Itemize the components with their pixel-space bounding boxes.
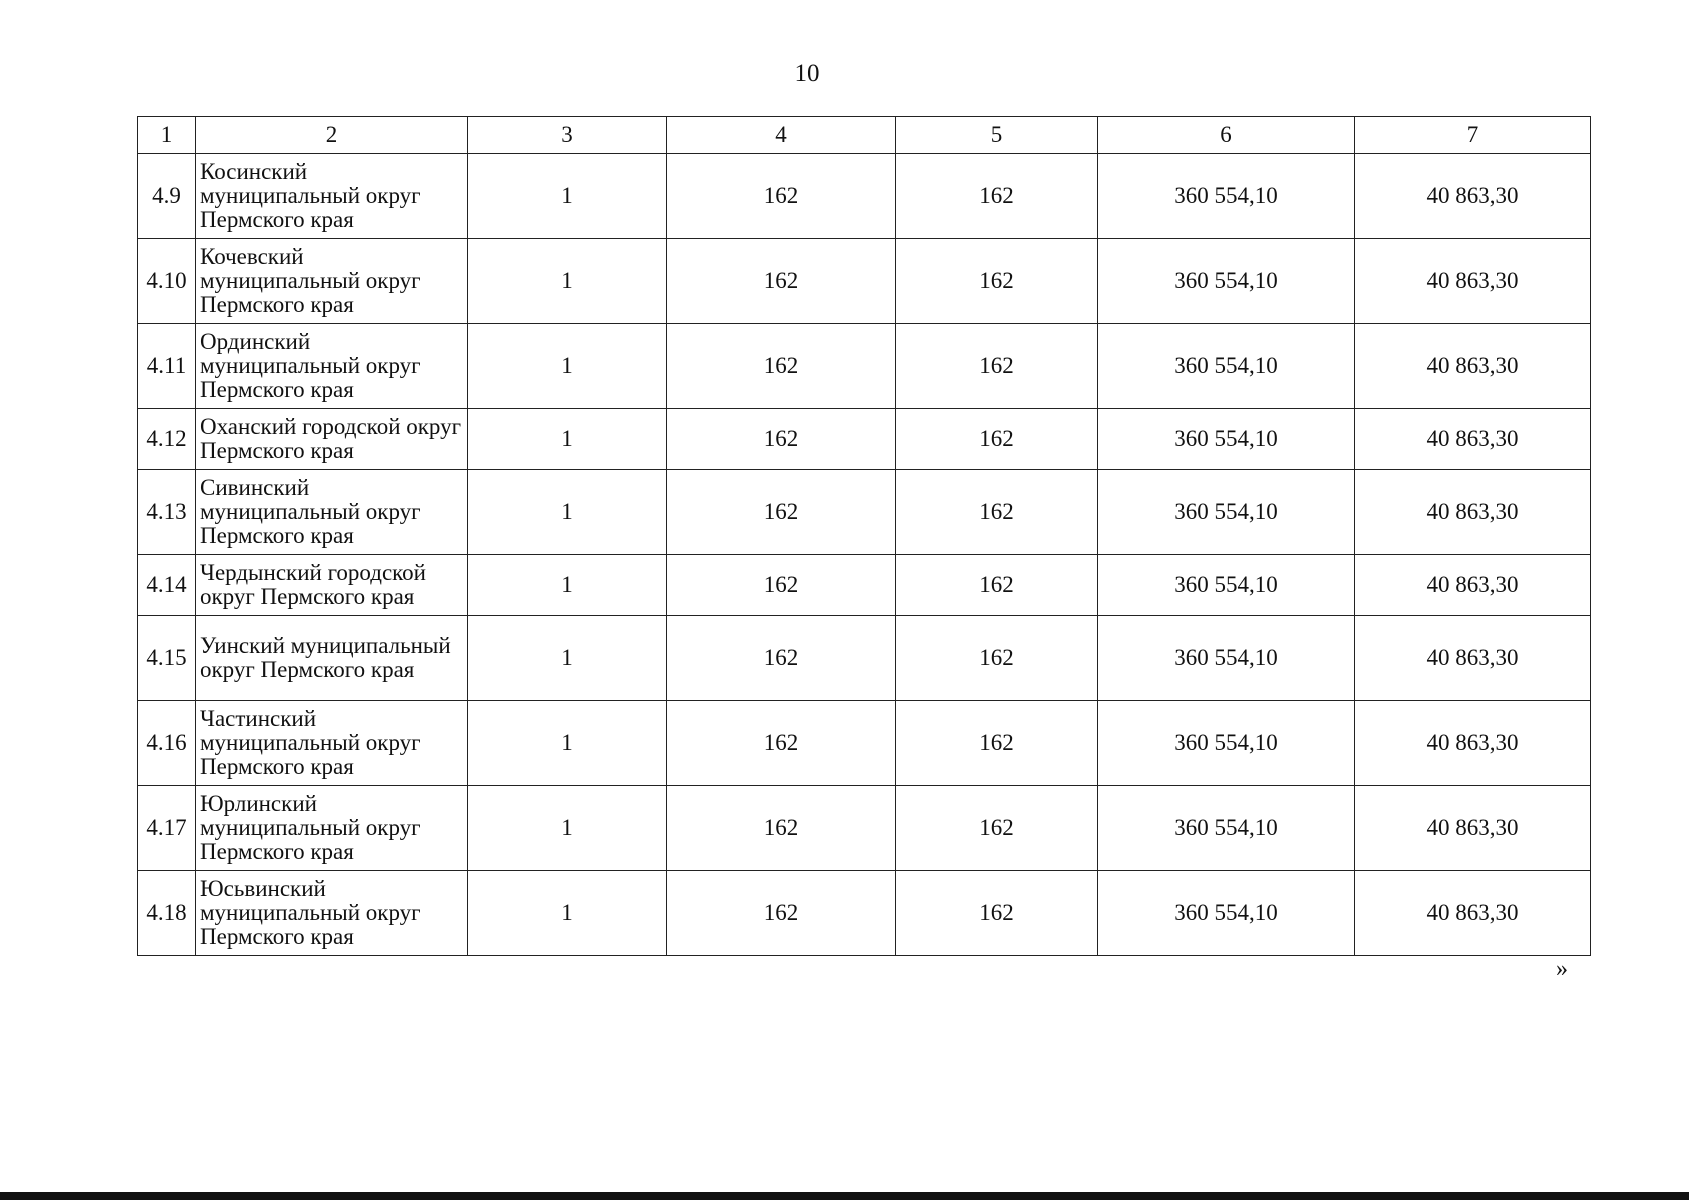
cell-col-7: 40 863,30 [1355, 470, 1591, 555]
cell-col-7: 40 863,30 [1355, 409, 1591, 470]
row-number: 4.14 [138, 555, 196, 616]
cell-col-5: 162 [896, 616, 1098, 701]
cell-col-5: 162 [896, 324, 1098, 409]
table-header-row [138, 117, 1591, 154]
table-row [138, 409, 1591, 470]
column-header-4: 4 [667, 117, 896, 154]
municipality-name: Сивинский муниципальный округ Пермского края [196, 470, 468, 555]
cell-col-3: 1 [468, 409, 667, 470]
row-number: 4.15 [138, 616, 196, 701]
data-table [137, 116, 1591, 956]
cell-col-6: 360 554,10 [1098, 409, 1355, 470]
row-number: 4.10 [138, 239, 196, 324]
municipality-name: Юсьвинский муниципальный округ Пермского края [196, 871, 468, 956]
cell-col-4: 162 [667, 701, 896, 786]
column-header-3: 3 [468, 117, 667, 154]
municipality-name: Чердынский городской округ Пермского края [196, 555, 468, 616]
table-row [138, 871, 1591, 956]
cell-col-6: 360 554,10 [1098, 239, 1355, 324]
municipality-name: Кочевский муниципальный округ Пермского края [196, 239, 468, 324]
table-row [138, 555, 1591, 616]
cell-col-7: 40 863,30 [1355, 239, 1591, 324]
cell-col-7: 40 863,30 [1355, 701, 1591, 786]
municipality-name: Частинский муниципальный округ Пермского края [196, 701, 468, 786]
table-row [138, 324, 1591, 409]
cell-col-5: 162 [896, 239, 1098, 324]
cell-col-3: 1 [468, 786, 667, 871]
cell-col-6: 360 554,10 [1098, 555, 1355, 616]
cell-col-4: 162 [667, 239, 896, 324]
cell-col-6: 360 554,10 [1098, 871, 1355, 956]
row-number: 4.11 [138, 324, 196, 409]
cell-col-4: 162 [667, 154, 896, 239]
cell-col-6: 360 554,10 [1098, 786, 1355, 871]
page-number: 10 [794, 60, 820, 87]
cell-col-6: 360 554,10 [1098, 616, 1355, 701]
cell-col-7: 40 863,30 [1355, 555, 1591, 616]
cell-col-3: 1 [468, 871, 667, 956]
cell-col-6: 360 554,10 [1098, 324, 1355, 409]
row-number: 4.12 [138, 409, 196, 470]
cell-col-5: 162 [896, 701, 1098, 786]
municipality-name: Юрлинский муниципальный округ Пермского края [196, 786, 468, 871]
table-row [138, 616, 1591, 701]
cell-col-7: 40 863,30 [1355, 786, 1591, 871]
cell-col-4: 162 [667, 470, 896, 555]
cell-col-3: 1 [468, 555, 667, 616]
column-header-6: 6 [1098, 117, 1355, 154]
column-header-2: 2 [196, 117, 468, 154]
cell-col-4: 162 [667, 616, 896, 701]
scan-bottom-edge [0, 1192, 1689, 1200]
cell-col-3: 1 [468, 701, 667, 786]
municipality-name: Ординский муниципальный округ Пермского края [196, 324, 468, 409]
continuation-mark: » [1556, 956, 1568, 982]
table-row [138, 470, 1591, 555]
cell-col-3: 1 [468, 616, 667, 701]
cell-col-5: 162 [896, 154, 1098, 239]
row-number: 4.13 [138, 470, 196, 555]
cell-col-4: 162 [667, 871, 896, 956]
table-row [138, 154, 1591, 239]
row-number: 4.16 [138, 701, 196, 786]
municipality-name: Косинский муниципальный округ Пермского края [196, 154, 468, 239]
cell-col-5: 162 [896, 871, 1098, 956]
cell-col-5: 162 [896, 470, 1098, 555]
row-number: 4.18 [138, 871, 196, 956]
cell-col-4: 162 [667, 786, 896, 871]
cell-col-3: 1 [468, 154, 667, 239]
cell-col-3: 1 [468, 324, 667, 409]
column-header-7: 7 [1355, 117, 1591, 154]
cell-col-3: 1 [468, 239, 667, 324]
row-number: 4.9 [138, 154, 196, 239]
cell-col-4: 162 [667, 555, 896, 616]
cell-col-5: 162 [896, 555, 1098, 616]
cell-col-7: 40 863,30 [1355, 154, 1591, 239]
cell-col-4: 162 [667, 409, 896, 470]
cell-col-6: 360 554,10 [1098, 701, 1355, 786]
cell-col-7: 40 863,30 [1355, 616, 1591, 701]
cell-col-6: 360 554,10 [1098, 470, 1355, 555]
row-number: 4.17 [138, 786, 196, 871]
cell-col-5: 162 [896, 409, 1098, 470]
table-row [138, 786, 1591, 871]
cell-col-3: 1 [468, 470, 667, 555]
table-row [138, 701, 1591, 786]
municipality-name: Оханский городской округ Пермского края [196, 409, 468, 470]
cell-col-4: 162 [667, 324, 896, 409]
column-header-5: 5 [896, 117, 1098, 154]
cell-col-7: 40 863,30 [1355, 324, 1591, 409]
cell-col-7: 40 863,30 [1355, 871, 1591, 956]
cell-col-5: 162 [896, 786, 1098, 871]
column-header-1: 1 [138, 117, 196, 154]
cell-col-6: 360 554,10 [1098, 154, 1355, 239]
municipality-name: Уинский муниципальный округ Пермского края [196, 616, 468, 701]
table-row [138, 239, 1591, 324]
